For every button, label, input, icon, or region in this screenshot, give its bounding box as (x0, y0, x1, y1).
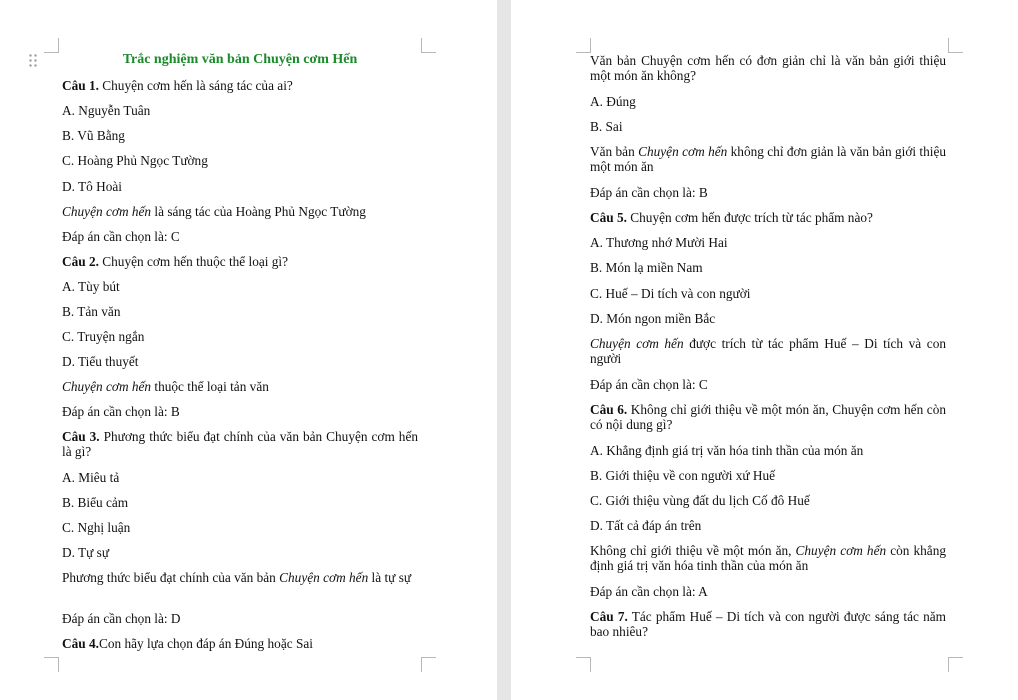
question-label: Câu 1. (62, 78, 99, 93)
line-text: Đáp án cần chọn là: C (590, 377, 708, 392)
text-line (62, 103, 418, 118)
italic-title: Chuyện cơm hến (62, 379, 152, 394)
text-line (590, 260, 946, 275)
text-line (590, 468, 946, 483)
line-text: Chuyện cơm hến được trích từ tác phẩm nào? (626, 210, 873, 225)
text-line (62, 304, 418, 319)
text-line (590, 185, 946, 200)
line-text: Con hãy lựa chọn đáp án Đúng hoặc Sai (98, 636, 313, 651)
line-text: Tác phẩm Huế – Di tích và con người được sáng tác năm bao nhiêu? (590, 609, 946, 639)
crop-mark-bottom-right (421, 657, 436, 672)
crop-mark-top-right (948, 38, 963, 53)
text-line (590, 336, 946, 366)
line-text: Đáp án cần chọn là: B (62, 404, 180, 419)
text-line (62, 495, 418, 510)
line-text: B. Món lạ miền Nam (590, 260, 703, 275)
line-text: Phương thức biểu đạt chính của văn bản (62, 570, 280, 585)
crop-mark-bottom-left (44, 657, 59, 672)
line-text: Văn bản (590, 144, 639, 159)
question-line (62, 429, 418, 459)
line-text: là sáng tác của Hoàng Phủ Ngọc Tường (151, 204, 366, 219)
question-line (590, 609, 946, 639)
text-line (62, 329, 418, 344)
text-line (62, 279, 418, 294)
line-text: B. Biểu cảm (62, 495, 129, 510)
crop-mark-top-left (44, 38, 59, 53)
line-text: là tự sự (368, 570, 412, 585)
question-label: Câu 5. (590, 210, 627, 225)
line-text: A. Miêu tả (62, 470, 120, 485)
line-text: B. Vũ Bằng (62, 128, 125, 143)
text-line (590, 518, 946, 533)
line-text: C. Giới thiệu vùng đất du lịch Cố đô Huế (590, 493, 810, 508)
text-line (590, 119, 946, 134)
text-line (62, 229, 418, 244)
document-title: Trắc nghiệm văn bản Chuyện cơm Hến (122, 52, 358, 67)
question-line (62, 78, 418, 93)
document-page-right[interactable] (511, 0, 1018, 700)
line-text: Không chỉ giới thiệu về một món ăn, Chuyện cơm hến còn có nội dung gì? (590, 402, 946, 432)
text-line (590, 286, 946, 301)
line-text: A. Đúng (590, 94, 636, 109)
line-text: Phương thức biểu đạt chính của văn bản Chuyện cơm hến là gì? (62, 429, 418, 459)
question-label: Câu 4. (62, 636, 99, 651)
text-line (62, 128, 418, 143)
line-text: Chuyện cơm hến thuộc thể loại gì? (98, 254, 289, 269)
question-label: Câu 2. (62, 254, 99, 269)
crop-mark-bottom-left (576, 657, 591, 672)
line-text: Chuyện cơm hến là sáng tác của ai? (98, 78, 293, 93)
text-line (590, 584, 946, 599)
line-text: còn khẳng định giá trị văn hóa tinh thần của món ăn (590, 543, 946, 573)
line-text: D. Món ngon miền Bắc (590, 311, 716, 326)
italic-title: Chuyện cơm hến (638, 144, 728, 159)
text-line (62, 354, 418, 369)
line-text: B. Tản văn (62, 304, 121, 319)
line-text: C. Huế – Di tích và con người (590, 286, 751, 301)
question-line (62, 254, 418, 269)
question-line (590, 402, 946, 432)
crop-mark-bottom-right (948, 657, 963, 672)
italic-title: Chuyện cơm hến (590, 336, 684, 351)
line-text: A. Tùy bút (62, 279, 120, 294)
line-text: được trích từ tác phẩm Huế – Di tích và con người (590, 336, 946, 366)
text-line (62, 204, 418, 219)
text-line (590, 377, 946, 392)
line-text: C. Truyện ngắn (62, 329, 145, 344)
text-line (62, 570, 418, 585)
italic-title: Chuyện cơm hến (795, 543, 887, 558)
question-label: Câu 7. (590, 609, 628, 624)
line-text: D. Tất cả đáp án trên (590, 518, 702, 533)
question-line (62, 636, 418, 651)
text-line (62, 520, 418, 535)
line-text: D. Tự sự (62, 545, 110, 560)
line-text: C. Nghị luận (62, 520, 131, 535)
question-label: Câu 3. (62, 429, 100, 444)
text-line (62, 470, 418, 485)
line-text: không chỉ đơn giản là văn bản giới thiệu một món ăn (590, 144, 947, 174)
text-line (62, 611, 418, 626)
text-line (590, 94, 946, 109)
line-text: A. Thương nhớ Mười Hai (590, 235, 728, 250)
line-text: A. Khẳng định giá trị văn hóa tinh thần của món ăn (590, 443, 864, 458)
document-page-left[interactable] (0, 0, 497, 700)
text-line (590, 493, 946, 508)
text-line (590, 53, 946, 83)
line-text: thuộc thể loại tản văn (151, 379, 269, 394)
crop-mark-top-right (421, 38, 436, 53)
text-line (62, 545, 418, 560)
question-label: Câu 6. (590, 402, 628, 417)
line-text: Không chỉ giới thiệu về một món ăn, (590, 543, 796, 558)
text-line (62, 404, 418, 419)
line-text: Đáp án cần chọn là: D (62, 611, 181, 626)
text-line (590, 311, 946, 326)
text-line (590, 543, 946, 573)
line-text: D. Tiểu thuyết (62, 354, 139, 369)
line-text: Đáp án cần chọn là: B (590, 185, 708, 200)
line-text: B. Sai (590, 119, 623, 134)
text-line (590, 235, 946, 250)
question-line (590, 210, 946, 225)
line-text: Văn bản Chuyện cơm hến có đơn giản chỉ là văn bản giới thiệu một món ăn không? (590, 53, 946, 83)
italic-title: Chuyện cơm hến (279, 570, 369, 585)
line-text: Đáp án cần chọn là: A (590, 584, 708, 599)
line-text: B. Giới thiệu về con người xứ Huế (590, 468, 776, 483)
text-line (590, 144, 946, 174)
text-line (62, 179, 418, 194)
line-text: A. Nguyễn Tuân (62, 103, 151, 118)
italic-title: Chuyện cơm hến (62, 204, 152, 219)
crop-mark-top-left (576, 38, 591, 53)
text-line (590, 443, 946, 458)
drag-handle-icon[interactable] (28, 53, 38, 67)
line-text: C. Hoàng Phủ Ngọc Tường (62, 153, 208, 168)
line-text: D. Tô Hoài (62, 179, 122, 194)
text-line (62, 379, 418, 394)
text-line (62, 153, 418, 168)
line-text: Đáp án cần chọn là: C (62, 229, 180, 244)
